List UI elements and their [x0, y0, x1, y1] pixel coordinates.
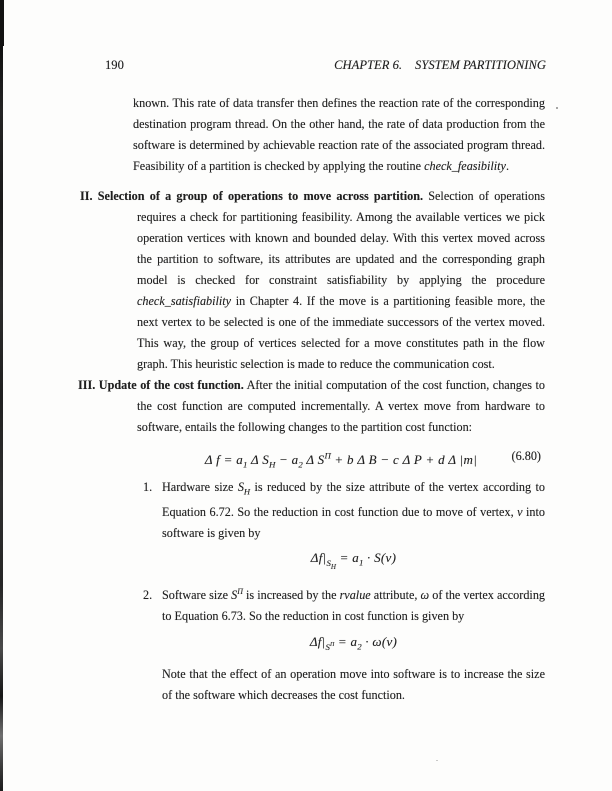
numbered-item-2: 2. Software size $S^\Pi$ is increased by the rvalue attribute, ω of the vertex according to Equation 6.73. So the reduction in cost function is given by: [143, 587, 546, 624]
equation-delta-f-hardware: $\Delta f|_{S_H} = a_1 \cdot S(v)$: [310, 550, 397, 571]
item-iii-body: After the initial computation of the cost function, changes to the cost function are computed incrementally. A vertex move from hardware to software, entails the following changes to the partition cost function:: [137, 378, 546, 434]
item-1-text: Hardware size: [162, 480, 238, 494]
intro-text: known. This rate of data transfer then defines the reaction rate of the corresponding destination program thread. On the other hand, the rate of data production from the software is determined by achievable reaction rate of the associated program thread. Feasibility of a partition is checked by applying the routine: [133, 96, 545, 173]
item-ii-heading: Selection of a group of operations to move across partition.: [97, 189, 424, 203]
intro-paragraph: [133, 93, 545, 177]
item-iii-label: III.: [78, 378, 96, 392]
item-2-label: 2.: [143, 588, 153, 603]
intro-text-end: .: [505, 159, 510, 173]
item-2-text: Software size: [162, 588, 232, 603]
scan-speck: [436, 760, 438, 761]
item-ii-label: II.: [80, 189, 93, 203]
running-head: [334, 58, 546, 73]
list-item-ii: [80, 186, 545, 375]
scan-speck: [556, 107, 558, 109]
note-paragraph: Note that the effect of an operation move into software is to increase the size of the software which decreases the cost function.: [162, 667, 545, 702]
item-1-label: 1.: [143, 480, 153, 494]
item-ii-body: Selection of operations requires a check for partitioning feasibility. Among the available vertices we pick operation vertices with known and bounded delay. With this vertex moved across the partition to software, its attributes are updated and the corresponding graph model is checked for constraint satisfiability by applying the procedure: [137, 189, 545, 287]
procedure-name-check-satisfiability: check_satisfiability: [137, 294, 232, 308]
equation-cost-function-6-80: [137, 447, 545, 474]
chapter-label: CHAPTER 6.: [334, 58, 403, 72]
scan-edge-dark-corner: [0, 0, 4, 46]
page-number: 190: [105, 58, 124, 72]
page-header: [105, 58, 546, 73]
equation-body: Δ $f = a_1$ Δ $S_H - a_2$ Δ $S^\Pi + b$ Δ B − c Δ P + d Δ |m|: [204, 451, 478, 470]
routine-name-check-feasibility: check_feasibility: [424, 159, 506, 173]
equation-delta-f-software: $\Delta f|_{S^\Pi} = a_2 \cdot \omega(v)$: [309, 634, 398, 652]
numbered-item-1: 1. Hardware size $S_H$ is reduced by the size attribute of the vertex according to Equation 6.72. So the reduction in cost function due to move of vertex, v into software is given by: [162, 477, 545, 544]
item-iii-heading: Update of the cost function.: [98, 378, 244, 392]
list-item-iii: [78, 375, 546, 438]
item-ii-body-end: in Chapter 4. If the move is a partitioning feasible more, the next vertex to be selected is one of the immediate successors of the vertex moved. This way, the group of vertices selected for a move constitutes path in the flow graph. This heuristic selection is made to reduce the communication cost.: [137, 294, 545, 371]
chapter-title: SYSTEM PARTITIONING: [415, 58, 546, 72]
scan-edge-artifact: [0, 0, 3, 791]
equation-number: (6.80): [511, 449, 541, 463]
